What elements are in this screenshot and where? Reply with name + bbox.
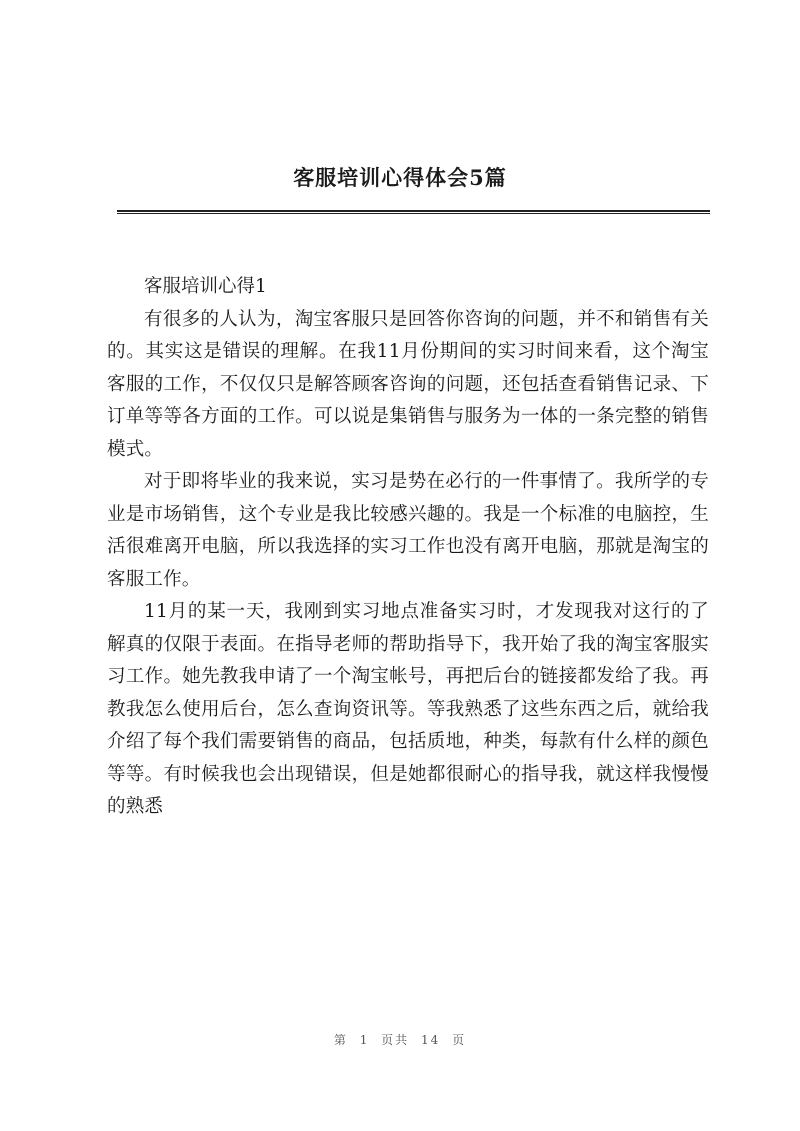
paragraph-3: 11月的某一天，我刚到实习地点准备实习时，才发现我对这行的了解真的仅限于表面。在指导老师的帮助指导下，我开始了我的淘宝客服实习工作。她先教我申请了一个淘宝帐号，再把后台的链接都发给了我。再教我怎么使用后台，怎么查询资讯等。等我熟悉了这些东西之后，就给我介绍了每个我们需要销售的商品，包括质地，种类，每款有什么样的颜色等等。有时候我也会出现错误，但是她都很耐心的指导我，就这样我慢慢的熟悉 [107, 601, 709, 817]
document-title: 客服培训心得体会5篇 [293, 165, 507, 190]
title-divider [117, 210, 710, 214]
document-body [107, 271, 709, 824]
paragraph-1: 有很多的人认为，淘宝客服只是回答你咨询的问题，并不和销售有关的。其实这是错误的理解。在我11月份期间的实习时间来看，这个淘宝客服的工作，不仅仅只是解答顾客咨询的问题，还包括查看销售记录、下订单等等各方面的工作。可以说是集销售与服务为一体的一条完整的销售模式。 [107, 308, 709, 460]
page-number: 第 1 页共 14 页 [333, 1033, 467, 1047]
section-heading: 客服培训心得1 [144, 276, 267, 297]
paragraph-2: 对于即将毕业的我来说，实习是势在必行的一件事情了。我所学的专业是市场销售，这个专业是我比较感兴趣的。我是一个标准的电脑控，生活很难离开电脑，所以我选择的实习工作也没有离开电脑，那就是淘宝的客服工作。 [107, 471, 709, 590]
